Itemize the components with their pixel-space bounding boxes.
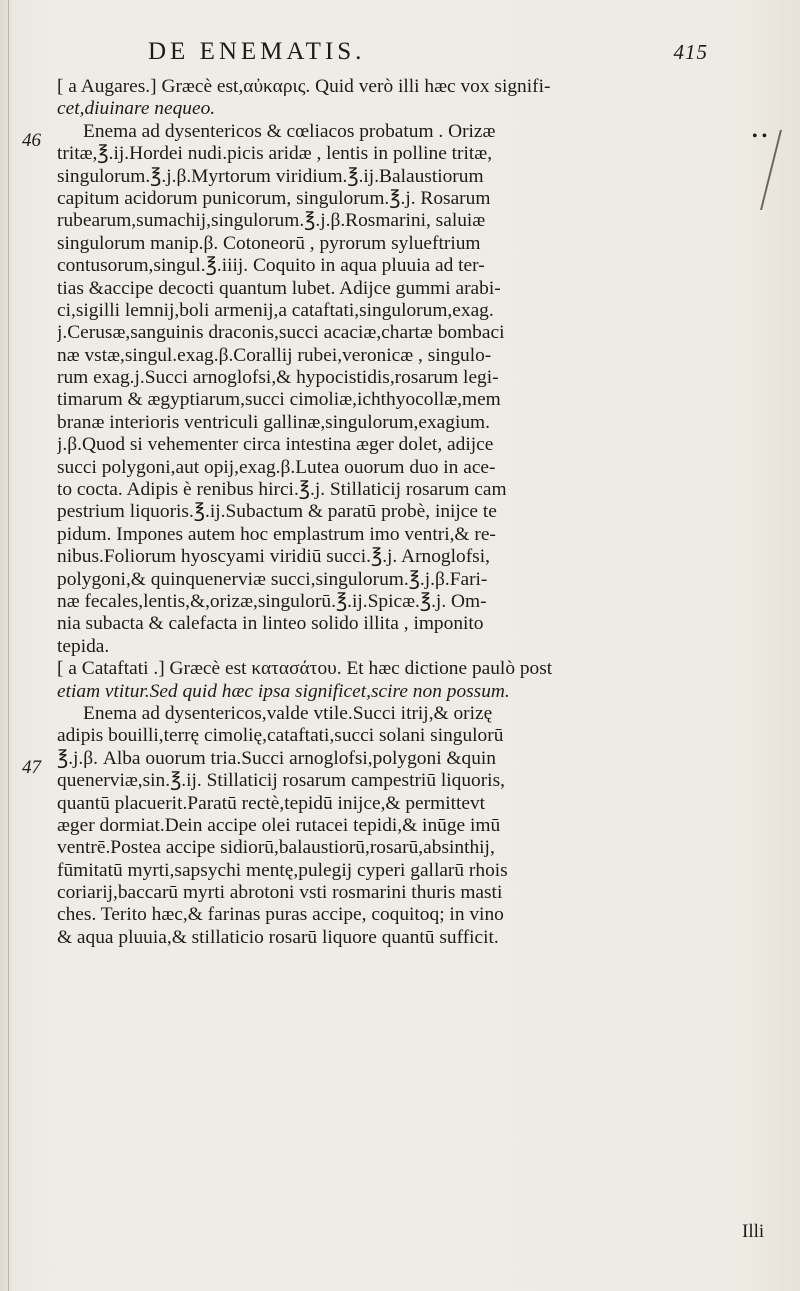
text-line: rubearum,sumachij,singulorum.℥.j.β.Rosmarini, saluiæ <box>57 210 486 232</box>
text-line: ci,sigilli lemnij,boli armenij,a cataftati,singulorum,exag. <box>57 299 494 321</box>
text-line: nibus.Foliorum hyoscyami viridiū succi.℥.j. Arnoglofsi, <box>57 546 490 568</box>
text-line: ches. Terito hæc,& farinas puras accipe, coquitoq; in vino <box>57 904 504 926</box>
text-line: j.Cerusæ,sanguinis draconis,succi acaciæ,chartæ bombaci <box>57 322 505 344</box>
text-line: Enema ad dysentericos & cœliacos probatum . Orizæ <box>83 120 496 142</box>
margin-mark: • • <box>752 128 768 145</box>
text-line: quantū placuerit.Paratū rectè,tepidū inijce,& permittevt <box>57 792 486 814</box>
text-line: contusorum,singul.℥.iiij. Coquito in aqua pluuia ad ter- <box>57 255 485 277</box>
text-line: ℥.j.β. Alba ouorum tria.Succi arnoglofsi,polygoni &quin <box>57 747 496 769</box>
text-line: singulorum manip.β. Cotoneorū , pyrorum sylueftrium <box>57 232 481 254</box>
text-line: polygoni,& quinquenerviæ succi,singulorum.℥.j.β.Fari- <box>57 568 488 590</box>
text-line: branæ interioris ventriculi gallinæ,singulorum,exagium. <box>57 411 490 433</box>
text-line: pidum. Impones autem hoc emplastrum imo ventri,& re- <box>57 523 496 545</box>
text-line: j.β.Quod si vehementer circa intestina æger dolet, adijce <box>57 434 494 456</box>
text-line: to cocta. Adipis è renibus hirci.℥.j. Stillaticij rosarum cam <box>57 479 507 501</box>
text-line: æger dormiat.Dein accipe olei rutacei tepidi,& inūge imū <box>57 814 501 836</box>
text-line: tritæ,℥.ij.Hordei nudi.picis aridæ , lentis in polline tritæ, <box>57 143 493 165</box>
text-line: [ a Cataftati .] Græcè est κατασάτου. Et hæc dictione paulò post <box>57 658 553 680</box>
text-line: ventrē.Postea accipe sidiorū,balaustiorū,rosarū,absinthij, <box>57 837 495 859</box>
text-line: rum exag.j.Succi arnoglofsi,& hypocistidis,rosarum legi- <box>57 367 499 389</box>
text-line: adipis bouilli,terrę cimolię,cataftati,succi solani singulorū <box>57 725 504 747</box>
text-line: næ fecales,lentis,&,orizæ,singulorū.℥.ij.Spicæ.℥.j. Om- <box>57 590 487 612</box>
text-line: quenerviæ,sin.℥.ij. Stillaticij rosarum campestriū liquoris, <box>57 770 505 792</box>
text-line: Enema ad dysentericos,valde vtile.Succi itrij,& orizę <box>83 702 493 724</box>
page-number: 415 <box>673 40 708 64</box>
text-line: fūmitatū myrti,sapsychi mentę,pulegij cyperi gallarū rhois <box>57 859 508 881</box>
margin-note: 46 <box>22 130 41 151</box>
catchword: Illi <box>742 1221 765 1242</box>
text-line: coriarij,baccarū myrti abrotoni vsti rosmarini thuris masti <box>57 882 503 904</box>
body-text <box>57 76 725 949</box>
text-line: etiam vtitur.Sed quid hæc ipsa significet,scire non possum. <box>57 680 510 702</box>
text-line: tias &accipe decocti quantum lubet. Adijce gummi arabi- <box>57 277 501 299</box>
text-line: tepida. <box>57 635 110 657</box>
margin-note: 47 <box>22 757 41 778</box>
text-line: capitum acidorum punicorum, singulorum.℥.j. Rosarum <box>57 187 491 209</box>
page-header <box>148 38 708 72</box>
text-line: succi polygoni,aut opij,exag.β.Lutea ouorum duo in ace- <box>57 456 496 478</box>
text-line: nia subacta & calefacta in linteo solido illita , imponito <box>57 613 484 635</box>
gutter-line <box>8 0 9 1291</box>
running-title: DE ENEMATIS. <box>148 38 366 65</box>
text-line: næ vstæ,singul.exag.β.Corallij rubei,veronicæ , singulo- <box>57 344 492 366</box>
text-line: [ a Augares.] Græcè est,αὐκαρις. Quid verò illi hæc vox signifi- <box>57 76 551 97</box>
text-line: cet,diuinare nequeo. <box>57 98 216 120</box>
text-line: timarum & ægyptiarum,succi cimoliæ,ichthyocollæ,mem <box>57 389 501 411</box>
text-line: pestrium liquoris.℥.ij.Subactum & paratū probè, inijce te <box>57 501 497 523</box>
text-line: singulorum.℥.j.β.Myrtorum viridium.℥.ij.Balaustiorum <box>57 165 484 187</box>
text-line: & aqua pluuia,& stillaticio rosarū liquore quantū sufficit. <box>57 926 499 948</box>
